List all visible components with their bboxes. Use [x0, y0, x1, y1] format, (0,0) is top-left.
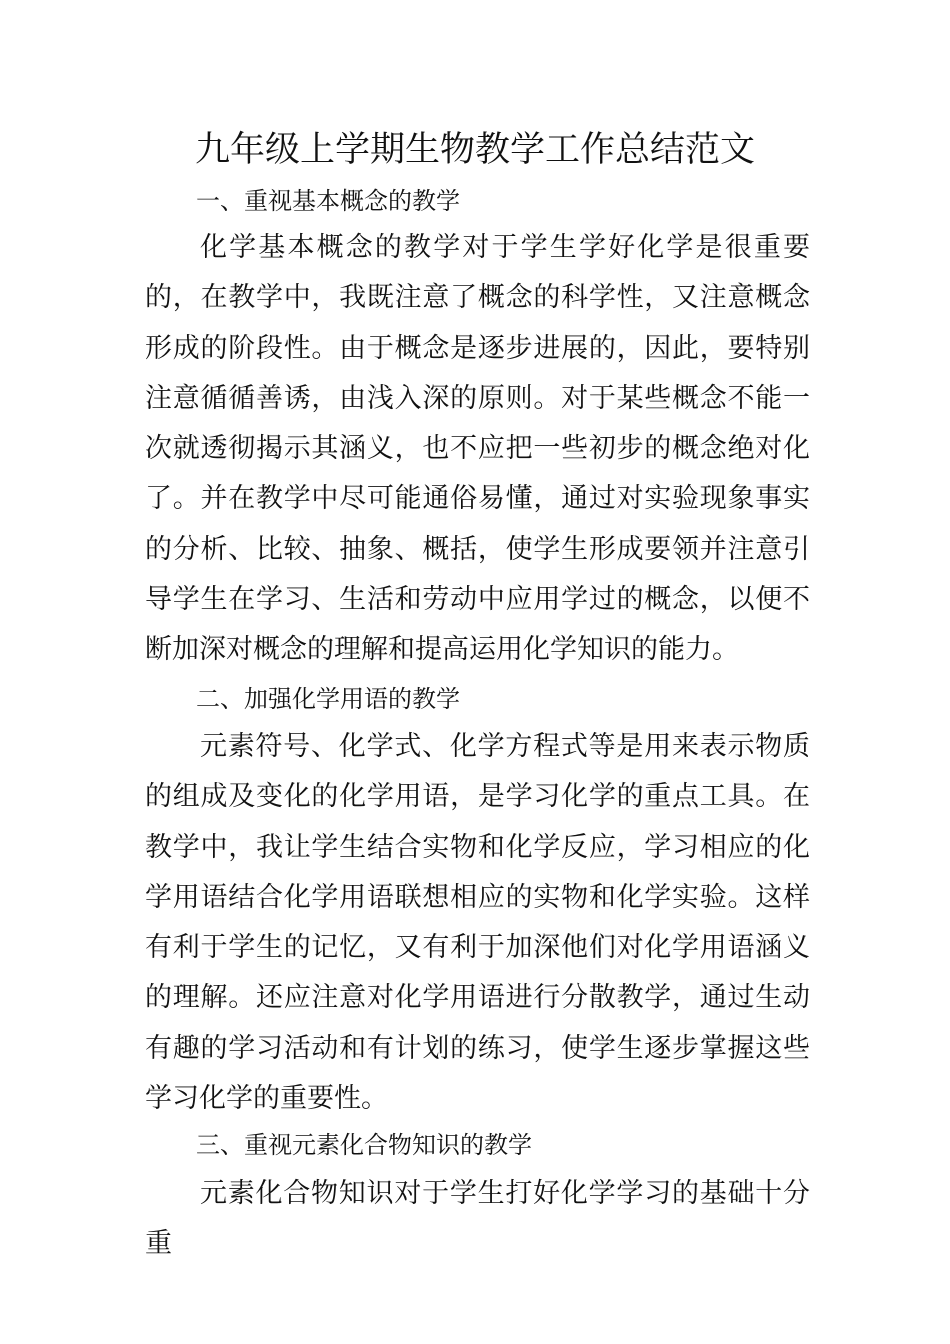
section-heading-3: 三、重视元素化合物知识的教学 [196, 1131, 532, 1159]
section-heading-1: 一、重视基本概念的教学 [196, 187, 460, 215]
document-title: 九年级上学期生物教学工作总结范文 [194, 130, 755, 170]
section-body-1: 化学基本概念的教学对于学生学好化学是很重要的，在教学中，我既注意了概念的科学性，又注意概念形成的阶段性。由于概念是逐步进展的，因此，要特别注意循循善诱，由浅入深的原则。对于某些概念不能一次就透彻揭示其涵义，也不应把一些初步的概念绝对化了。并在教学中尽可能通俗易懂，通过对实验现象事实的分析、比较、抽象、概括，使学生形成要领并注意引导学生在学习、生活和劳动中应用学过的概念，以便不断加深对概念的理解和提高运用化学知识的能力。 [145, 232, 810, 666]
section-body-3: 元素化合物知识对于学生打好化学学习的基础十分重 [145, 1178, 810, 1260]
section-body-2: 元素符号、化学式、化学方程式等是用来表示物质的组成及变化的化学用语，是学习化学的重点工具。在教学中，我让学生结合实物和化学反应，学习相应的化学用语结合化学用语联想相应的实物和化学实验。这样有利于学生的记忆，又有利于加深他们对化学用语涵义的理解。还应注意对化学用语进行分散教学，通过生动有趣的学习活动和有计划的练习，使学生逐步掌握这些学习化学的重要性。 [145, 731, 810, 1115]
section-heading-2: 二、加强化学用语的教学 [196, 685, 460, 713]
